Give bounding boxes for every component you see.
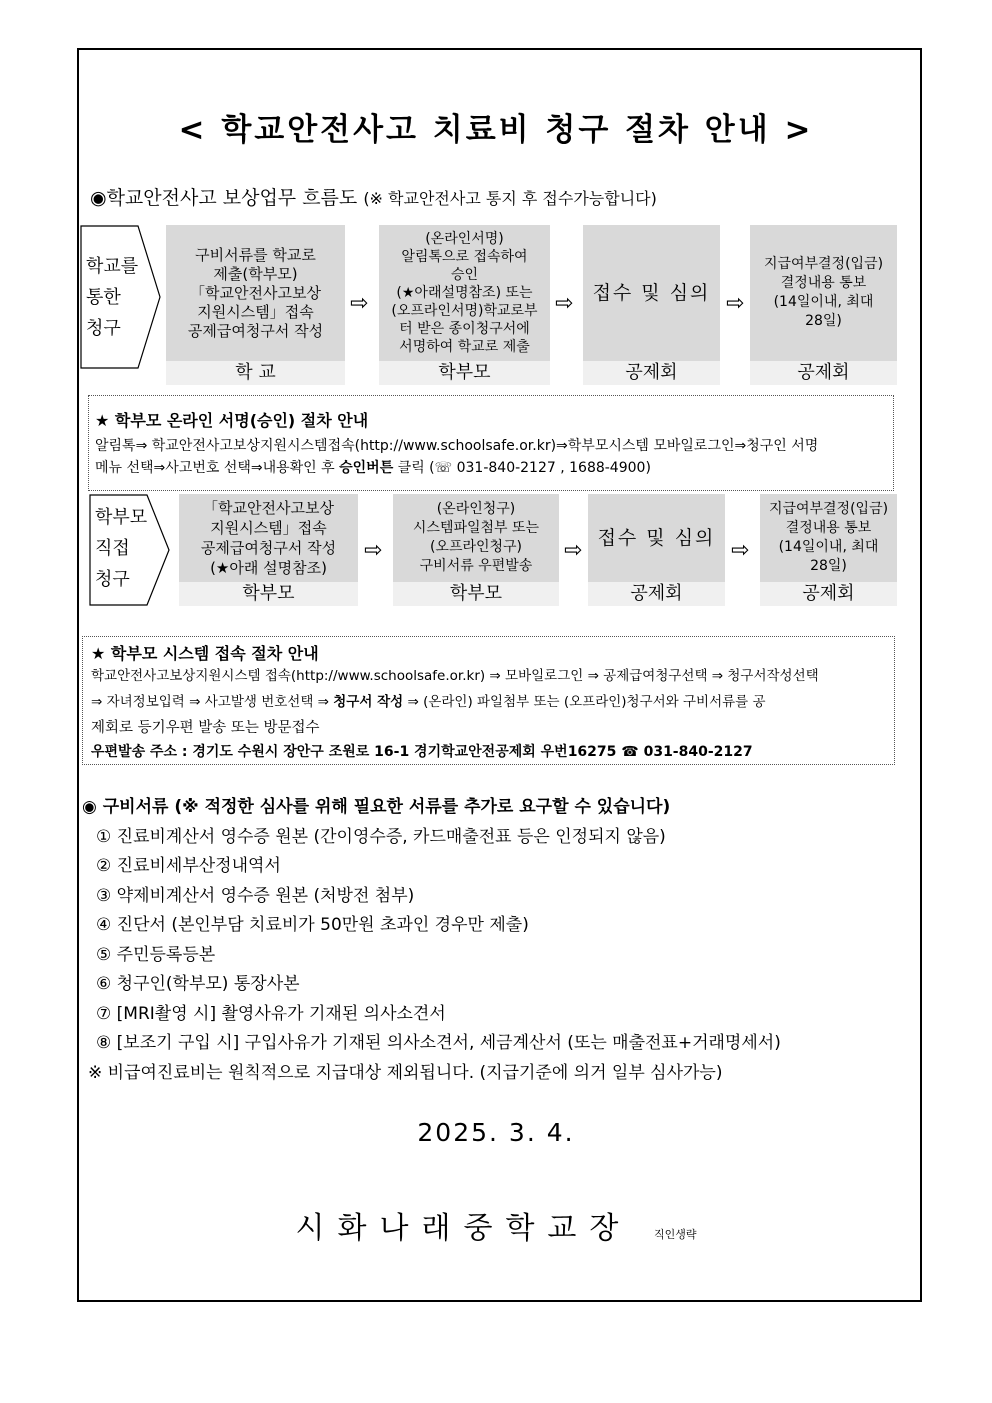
parent-step-3-label: 공제회 bbox=[588, 582, 725, 606]
documents-heading: ◉ 구비서류 (※ 적정한 심사를 위해 필요한 서류를 추가로 요구할 수 있습니다) bbox=[82, 797, 671, 817]
note-text: ⇒ (온라인) 파일첨부 또는 (오프라인)청구서와 구비서류를 공 bbox=[403, 694, 766, 710]
school-step-3-label: 공제회 bbox=[583, 361, 720, 385]
system-access-note bbox=[82, 636, 895, 765]
system-note-title: ★ 학부모 시스템 접속 절차 안내 bbox=[91, 644, 319, 663]
flow-heading bbox=[90, 183, 657, 210]
school-step-4-label: 공제회 bbox=[750, 361, 897, 385]
flow-heading-note: (※ 학교안전사고 통지 후 접수가능합니다) bbox=[363, 189, 657, 208]
parent-step-3-box: 접수 및 심의 bbox=[588, 494, 725, 582]
arrow-icon: ⇨ bbox=[555, 291, 574, 316]
school-step-1-label: 학 교 bbox=[166, 361, 345, 385]
flow-heading-main: ◉학교안전사고 보상업무 흐름도 bbox=[90, 187, 358, 209]
document-item: ② 진료비세부산정내역서 bbox=[96, 856, 281, 876]
note-text: 클릭 (☏ 031-840-2127 , 1688-4900) bbox=[393, 460, 651, 476]
parent-step-1-label: 학부모 bbox=[179, 582, 358, 606]
arrow-icon: ⇨ bbox=[564, 538, 583, 563]
side-label-line: 학교를 bbox=[86, 256, 139, 277]
parent-step-2-label: 학부모 bbox=[393, 582, 559, 606]
school-step-2-label: 학부모 bbox=[379, 361, 550, 385]
arrow-icon: ⇨ bbox=[350, 291, 369, 316]
online-sign-note bbox=[88, 395, 894, 491]
documents-footnote: ※ 비급여진료비는 원칙적으로 지급대상 제외됩니다. (지급기준에 의거 일부 심사가능) bbox=[88, 1062, 723, 1083]
school-step-3-box: 접수 및 심의 bbox=[583, 225, 720, 361]
side-label-line: 학부모 bbox=[95, 507, 148, 528]
document-item: ④ 진단서 (본인부담 치료비가 50만원 초과인 경우만 제출) bbox=[96, 915, 529, 935]
side-label-line: 직접 bbox=[95, 538, 130, 559]
document-date: 2025. 3. 4. bbox=[417, 1118, 575, 1147]
document-item: ⑤ 주민등록등본 bbox=[96, 944, 216, 965]
document-item: ⑥ 청구인(학부모) 통장사본 bbox=[96, 974, 300, 994]
school-step-1-box: 구비서류를 학교로 제출(학부모) 「학교안전사고보상 지원시스템」접속 공제급여청구서 작성 bbox=[166, 225, 345, 361]
document-item: ⑦ [MRI촬영 시] 촬영사유가 기재된 의사소견서 bbox=[96, 1003, 446, 1024]
note-text: ⇒ 자녀정보입력 ⇒ 사고발생 번호선택 ⇒ bbox=[91, 694, 334, 710]
system-note-line: 제회로 등기우편 발송 또는 방문접수 bbox=[91, 720, 320, 736]
arrow-icon: ⇨ bbox=[364, 538, 383, 563]
parent-step-4-box: 지급여부결정(입금) 결정내용 통보 (14일이내, 최대 28일) bbox=[760, 494, 897, 582]
page-title: < 학교안전사고 치료비 청구 절차 안내 > bbox=[178, 112, 814, 148]
school-step-2-box: (온라인서명) 알림톡으로 접속하여 승인 (★아래설명참조) 또는 (오프라인서명)학교로부 터 받은 종이청구서에 서명하여 학교로 제출 bbox=[379, 225, 550, 361]
document-item: ③ 약제비계산서 영수증 원본 (처방전 첨부) bbox=[96, 885, 415, 906]
required-documents bbox=[82, 793, 781, 1088]
parent-flow-side-label bbox=[89, 494, 171, 606]
approve-button-text: 승인버튼 bbox=[339, 460, 394, 476]
parent-step-1-box: 「학교안전사고보상 지원시스템」접속 공제급여청구서 작성 (★아래 설명참조) bbox=[179, 494, 358, 582]
parent-step-2-box: (온라인청구) 시스템파일첨부 또는 (오프라인청구) 구비서류 우편발송 bbox=[393, 494, 559, 582]
principal-name: 시화나래중학교장 bbox=[295, 1211, 632, 1246]
document-item: ① 진료비계산서 영수증 원본 (간이영수증, 카드매출전표 등은 인정되지 않음) bbox=[96, 826, 666, 847]
online-sign-note-line bbox=[95, 456, 651, 480]
arrow-icon: ⇨ bbox=[726, 291, 745, 316]
side-label-line: 청구 bbox=[86, 318, 121, 339]
note-text: 메뉴 선택⇒사고번호 선택⇒내용확인 후 bbox=[95, 460, 340, 476]
side-label-line: 통한 bbox=[86, 287, 121, 308]
online-sign-note-line: 알림톡⇒ 학교안전사고보상지원시스템접속(http://www.schoolsafe.or.kr)⇒학부모시스템 모바일로그인⇒청구인 서명 bbox=[95, 438, 819, 454]
seal-omitted-note: 직인생략 bbox=[653, 1228, 697, 1241]
system-note-line bbox=[91, 689, 766, 715]
parent-step-4-label: 공제회 bbox=[760, 582, 897, 606]
school-step-4-box: 지급여부결정(입금) 결정내용 통보 (14일이내, 최대 28일) bbox=[750, 225, 897, 361]
document-item: ⑧ [보조기 구입 시] 구입사유가 기재된 의사소견서, 세금계산서 (또는 매출전표+거래명세서) bbox=[96, 1033, 781, 1053]
arrow-icon: ⇨ bbox=[731, 538, 750, 563]
signature bbox=[0, 1203, 992, 1247]
note-text-bold: 청구서 작성 bbox=[333, 694, 404, 710]
school-flow-side-label bbox=[80, 225, 162, 369]
side-label-line: 청구 bbox=[95, 569, 130, 590]
system-note-line: 학교안전사고보상지원시스템 접속(http://www.schoolsafe.or.kr) ⇒ 모바일로그인 ⇒ 공제급여청구선택 ⇒ 청구서작성선택 bbox=[91, 668, 819, 684]
online-sign-note-title: ★ 학부모 온라인 서명(승인) 절차 안내 bbox=[95, 411, 369, 430]
postal-address: 우편발송 주소 : 경기도 수원시 장안구 조원로 16-1 경기학교안전공제회 우번16275 ☎ 031-840-2127 bbox=[91, 744, 753, 760]
